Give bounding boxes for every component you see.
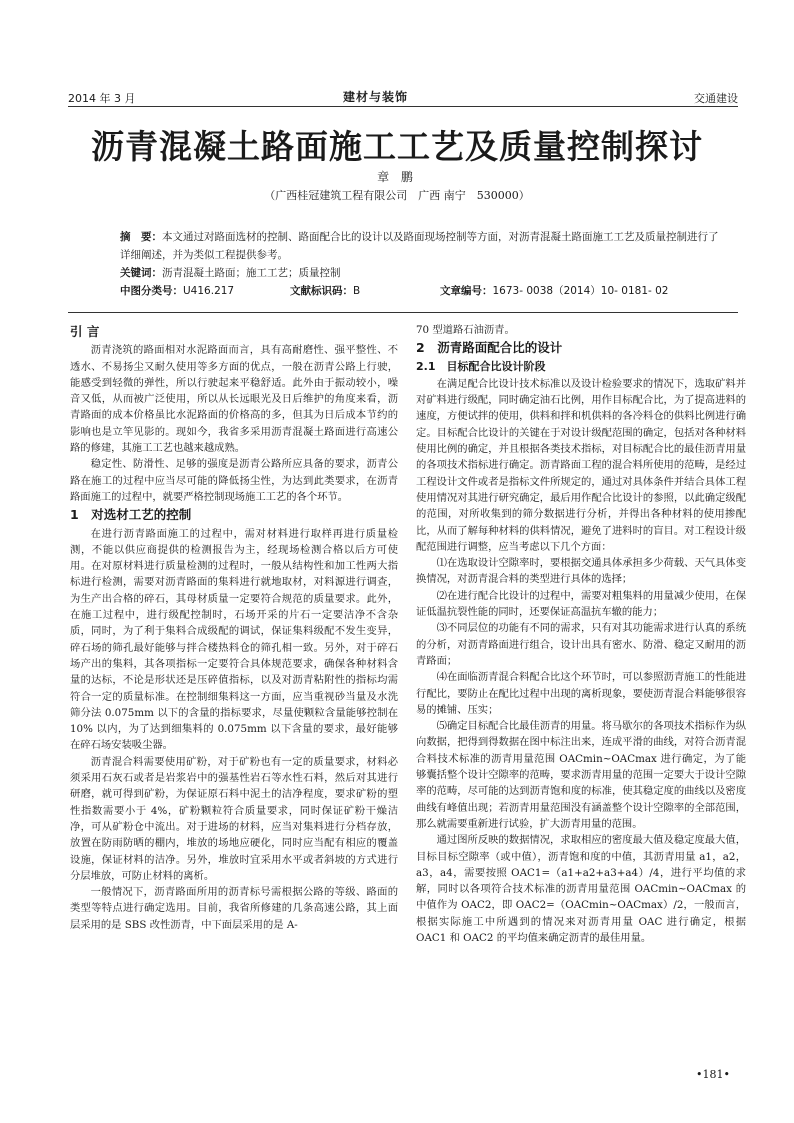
abstract-divider [68, 312, 738, 313]
affiliation: （广西桂冠建筑工程有限公司 广西 南宁 530000） [264, 189, 530, 202]
paragraph: 通过图所反映的数据情况，求取相应的密度最大值及稳定度最大值，目标目标空隙率（或中值），沥青饱和度的中值，其沥青用量 a1，a2，a3，a4，需要按照 OAC1=（a1+a2+a3+a4）/4，进行平均值的求解，同时以各项符合技术标准的沥青用量范围 OACmin~OACmax 的中值作为 OAC2，即 OAC2=（OACmin~OACmax）/2，一般而言，根据实际施工中所遇到的情况来对沥青用量 OAC 进行确定，根据 OAC1 和 OAC2 的平均值来确定沥青的最佳用量。 [416, 834, 746, 944]
paper-title: 沥青混凝土路面施工工艺及质量控制探讨 [91, 127, 703, 166]
heading-section-1: 1 对选材工艺的控制 [70, 507, 192, 523]
abstract-block [120, 228, 720, 282]
header-journal: 建材与装饰 [343, 90, 409, 104]
left-column [70, 322, 398, 933]
right-column [416, 322, 746, 946]
keywords-text: 沥青混凝土路面；施工工艺；质量控制 [162, 267, 341, 279]
article-label: 文章编号： [440, 285, 493, 297]
doc-value: B [353, 285, 361, 297]
clc-label: 中图分类号： [120, 285, 183, 297]
list-item: ⑸确定目标配合比最佳沥青的用量。将马歇尔的各项技术指标作为纵向数据，把得到得数据在图中标注出来，连成平滑的曲线，对符合沥青混合料技术标准的沥青用量范围 OACmin~OACmax 进行确定，为了能够囊括整个设计空隙率的范畴，要求沥青用量的范围一定要大于设计空隙率的范畴，尽可能的达到沥青饱和度的标准，使其稳定度的曲线以及密度曲线有峰值出现；若沥青用量范围没有涵盖整个设计空隙率的全部范围，那么就需要重新进行试验，扩大沥青用量的范围。 [416, 720, 746, 830]
paragraph: 稳定性、防滑性、足够的强度是沥青公路所应具备的要求，沥青公路在施工的过程中应当尽可能的降低扬尘性，为达到此类要求，在沥青路面施工的过程中，就要严格控制现场施工工艺的各个环节。 [70, 458, 398, 503]
heading-section-2: 2 沥青路面配合比的设计 [416, 340, 563, 356]
doc-label: 文献标识码： [290, 285, 353, 297]
header-date: 2014 年 3 月 [68, 92, 136, 105]
author: 章 鹏 [377, 170, 417, 184]
abstract-text: 本文通过对路面选材的控制、路面配合比的设计以及路面现场控制等方面，对沥青混凝土路面施工工艺及质量控制进行了详细阐述，并为类似工程提供参考。 [120, 231, 719, 261]
document-code [290, 283, 360, 298]
article-number [440, 283, 669, 298]
list-item: ⑶不同层位的功能有不同的需求，只有对其功能需求进行认真的系统的分析，对沥青路面进行组合，设计出具有密水、防滑、稳定又耐用的沥青路面； [416, 622, 746, 667]
clc-number [120, 283, 234, 298]
list-item: ⑵在进行配合比设计的过程中，需要对粗集料的用量减少使用，在保证低温抗裂性能的同时，还要保证高温抗车辙的能力； [416, 589, 746, 619]
list-item: ⑴在选取设计空隙率时，要根据交通具体承担多少荷载、天气具体变换情况，对沥青混合料的类型进行具体的选择； [416, 557, 746, 586]
header-section: 交通建设 [694, 92, 738, 105]
paragraph: 沥青混合料需要使用矿粉，对于矿粉也有一定的质量要求，材料必须采用石灰石或者是岩浆岩中的强基性岩石等水性石料，然后对其进行研磨，就可得到矿粉，为保证原石料中泥土的洁净程度，要求矿粉的塑性指数需要小于 4%，矿粉颗粒符合质量要求，同时保证矿粉干燥洁净，可从矿粉仓中流出。对于进场的材料，应当对集料进行分档存放，放置在防雨防晒的棚内，堆放的场地应硬化，同时应当配有相应的覆盖设施，保证材料的洁净。另外，堆放时宜采用水平或者斜坡的方式进行分层堆放，可防止材料的离析。 [70, 755, 398, 882]
paragraph: 在进行沥青路面施工的过程中，需对材料进行取样再进行质量检测，不能以供应商提供的检测报告为主，经现场检测合格以后方可使用。在对原材料进行质量检测的过程时，一般从结构性和加工性两大指标进行检测，需要对沥青路面的集料进行就地取材，对料源进行调查，为生产出合格的碎石，其母材质量一定要符合规范的质量要求。此外，在施工过程中，进行级配控制时，石场开采的片石一定要洁净不含杂质，同时，为了利于集料合成级配的调试，保证集料级配不发生变异，碎石场的筛孔最好能够与拌合楼热料仓的筛孔相一致。另外，对于碎石场产出的集料，其各项指标一定要符合具体规范要求，确保各种材料含量的达标，不论是形状还是压碎值指标，以及对沥青粘附性的指标均需符合一定的质量标准。在控制细集料这一方面，应当重视砂当量及水洗筛分法 0.075mm 以下的含量的指标要求，尽量使颗粒含量能够控制在 10% 以内，为了达到细集料的 0.075mm 以下含量的要求，最好能够在碎石场安装吸尘器。 [70, 527, 398, 752]
list-item: ⑷在面临沥青混合料配合比这个环节时，可以参照沥青施工的性能进行配比，要防止在配比过程中出现的离析现象，要使沥青混合料能够很容易的摊铺、压实； [416, 671, 746, 716]
heading-section-2-1: 2.1 目标配合比设计阶段 [416, 359, 546, 373]
keywords [120, 264, 720, 282]
abstract [120, 228, 720, 264]
heading-introduction: 引 言 [70, 324, 100, 339]
paragraph: 沥青浇筑的路面相对水泥路面而言，具有高耐磨性、强平整性、不透水、不易扬尘又耐久使用等多方面的优点，一般在沥青公路上行驶，能感受到轻微的弹性，所以行驶起来平稳舒适。此外由于振动较小，噪音又低，从而被广泛使用，所以从长远眼光及日后维护的角度来看，沥青路面的成本价格虽比水泥路面的价格高的多，但其为日后成本节约的影响也是立竿见影的。现如今，我省多采用沥青混凝土路面进行高速公路的修建，其施工工艺也越来越成熟。 [70, 344, 398, 455]
paragraph: 一般情况下，沥青路面所用的沥青标号需根据公路的等级、路面的类型等特点进行确定选用。目前，我省所修建的几条高速公路，其上面层采用的是 SBS 改性沥青，中下面层采用的是 A- [70, 886, 398, 931]
header-divider [68, 106, 738, 107]
page-number: •181• [696, 1068, 730, 1081]
paragraph: 70 型道路石油沥青。 [416, 324, 515, 336]
abstract-label: 摘 要： [120, 231, 162, 243]
article-value: 1673- 0038（2014）10- 0181- 02 [492, 285, 669, 297]
keywords-label: 关键词： [120, 267, 162, 279]
paragraph: 在满足配合比设计技术标准以及设计检验要求的情况下，选取矿料并对矿料进行级配，同时确定油石比例，用作目标配合比，为了提高进料的速度，方便试拌的使用，供料和拌和机供料的各冷料仓的供料比例进行确定。目标配合比设计的关键在于对设计级配范围的确定，包括对各种材料使用比例的确定，并且根据各类技术指标，对目标配合比的最佳沥青用量的各项技术指标进行确定。沥青路面工程的混合料所使用的范畴，是经过工程设计文件或者是指标文件所规定的，通过对具体条件并结合具体工程使用情况对其进行研究确定，最后用作配合比设计的参照，以此确定级配的范围，对所收集到的筛分数据进行分析，并得出各种材料的使用掺配比，从而了解每种材料的供料情况，避免了进料时的盲目。对工程设计级配范围进行调整，应当考虑以下几个方面： [416, 377, 746, 553]
clc-value: U416.217 [183, 285, 235, 297]
